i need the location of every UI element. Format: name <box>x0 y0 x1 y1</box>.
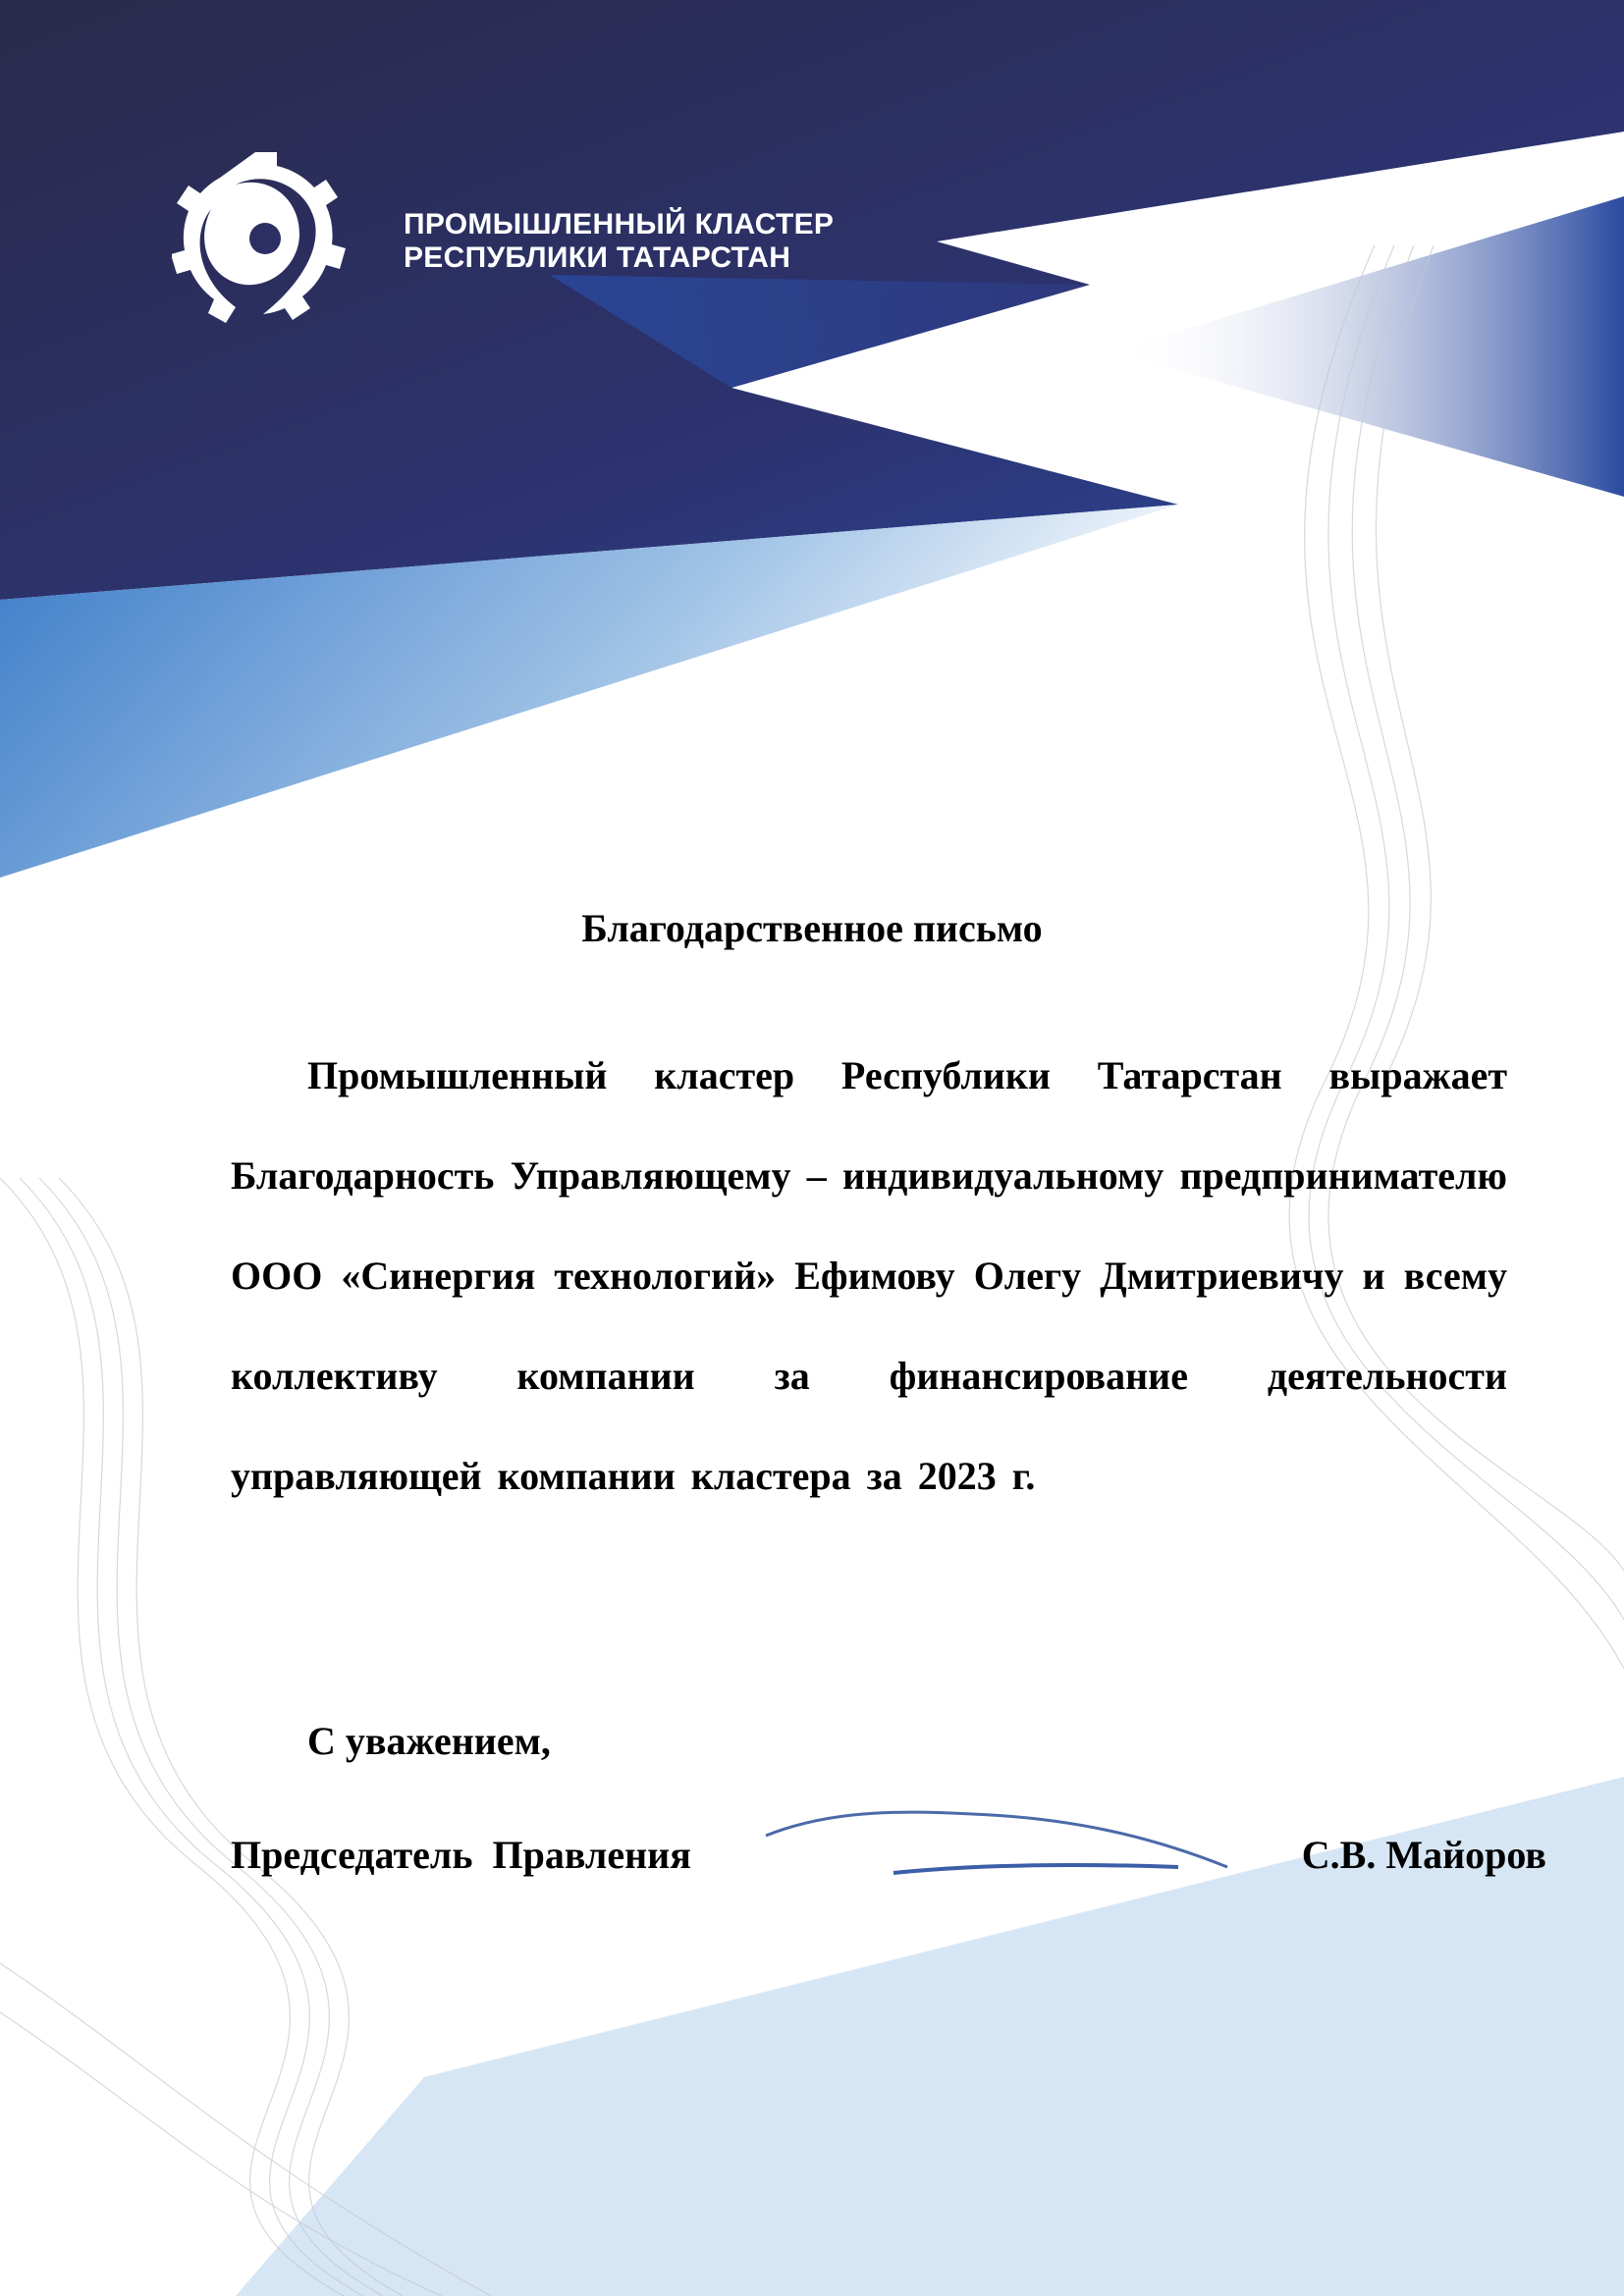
signer-position: Председатель Правления <box>231 1833 691 1877</box>
closing-regards: С уважением, <box>307 1719 551 1763</box>
logo-text <box>404 208 834 275</box>
letter-title: Благодарственное письмо <box>581 906 1043 950</box>
logo-line-2: РЕСПУБЛИКИ ТАТАРСТАН <box>404 241 791 274</box>
cluster-gear-logo-icon <box>172 145 358 332</box>
handwritten-signature <box>756 1806 1306 1885</box>
signer-name: С.В. Майоров <box>1301 1833 1546 1877</box>
letter-body: Промышленный кластер Республики Татарстан выражает Благодарность Управляющему – индивидуальному предпринимателю ООО «Синергия технологий» Ефимову Олегу Дмитриевичу и всему коллективу компании за финансирование деятельности управляющей компании кластера за 2023 г. <box>231 1053 1507 1498</box>
logo-line-1: ПРОМЫШЛЕННЫЙ КЛАСТЕР <box>404 208 835 240</box>
